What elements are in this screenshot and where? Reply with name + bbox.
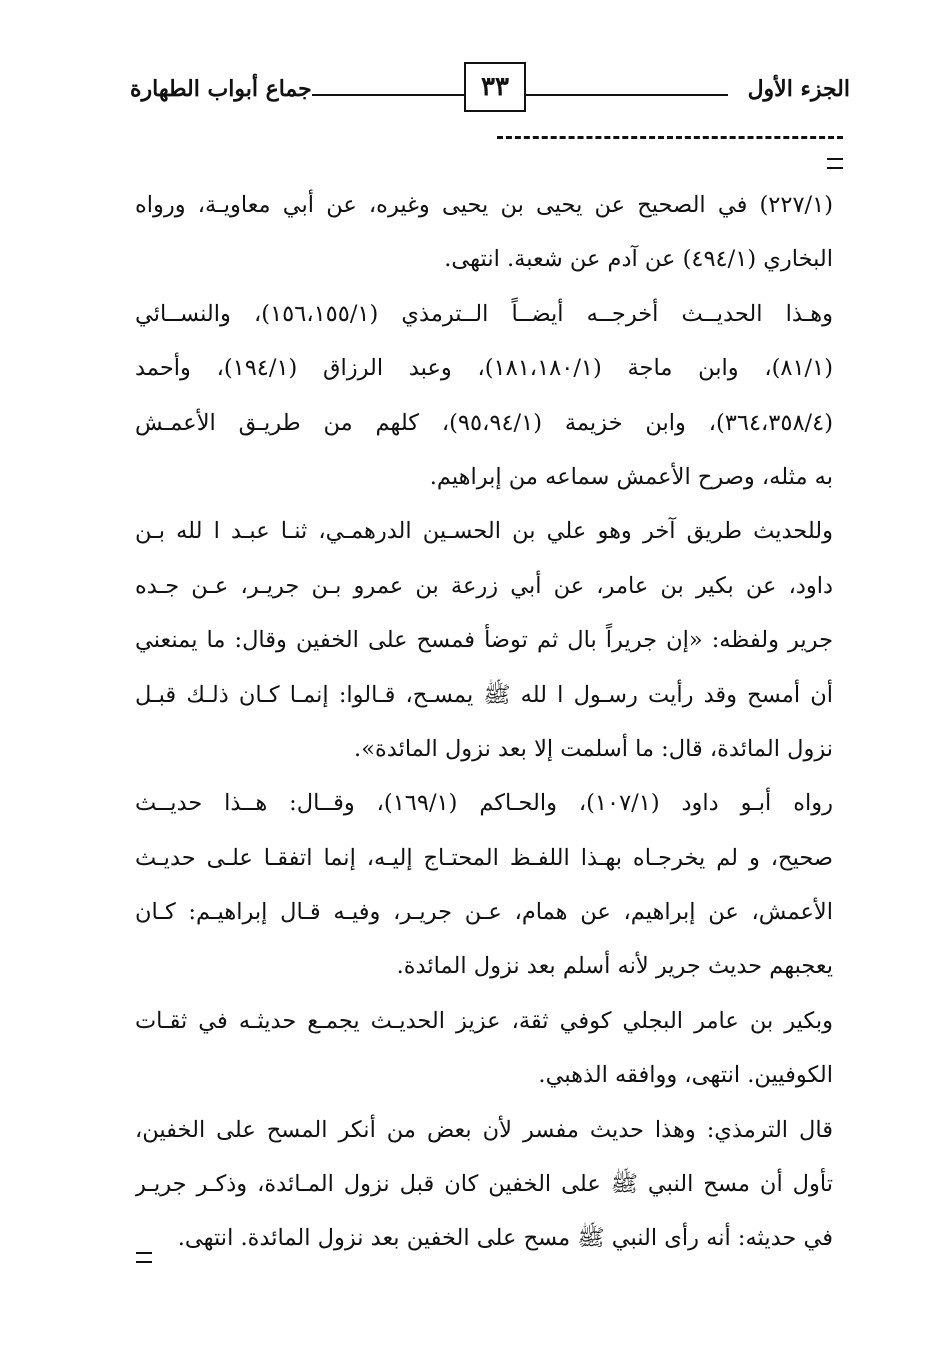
text-line: الأعمش، عن إبراهيم، عن همام، عـن جريـر، وفيـه قـال إبراهيـم: كـان (135, 899, 833, 926)
text-line: يعجبهم حديث جرير لأنه أسلم بعد نزول المائدة. (396, 953, 833, 980)
text-line: داود، عن بكير بن عامر، عن أبي زرعة بن عمرو بـن جريـر، عـن جـده (135, 572, 833, 599)
body-text (135, 178, 833, 1266)
text-line: تأول أن مسح النبي ﷺ على الخفين كان قبل نزول المـائدة، وذكـر جريـر (135, 1171, 833, 1198)
text-line: وهـذا الحديــث أخرجــه أيضــاً الــترمذي (١٥٦،١٥٥/١)، والنســائي (135, 300, 833, 327)
header-rule-right (526, 94, 728, 96)
text-line: (٢٢٧/١) في الصحيح عن يحيى بن يحيى وغيره، عن أبي معاويـة، ورواه (135, 192, 833, 218)
text-line: وللحديث طريق آخر وهو علي بن الحسـين الدرهمـي، ثنـا عبـد ا لله بـن (135, 518, 833, 545)
text-line: في حديثه: أنه رأى النبي ﷺ مسح على الخفين بعد نزول المائدة. انتهى. (177, 1225, 833, 1252)
text-line: (٨١/١)، وابن ماجة (١٨١،١٨٠/١)، وعبد الرزاق (١٩٤/١)، وأحمد (135, 355, 833, 382)
text-line: صحيح، و لم يخرجـاه بهـذا اللفـظ المحتـاج إليـه، إنما اتفقـا علـى حديـث (135, 844, 833, 871)
page-number-box (464, 62, 526, 112)
running-header (130, 62, 850, 122)
text-line: وبكير بن عامر البجلي كوفي ثقة، عزيز الحديـث يجمـع حديثـه في ثقـات (135, 1007, 833, 1034)
text-line: به مثله، وصرح الأعمش سماعه من إبراهيم. (429, 463, 833, 490)
continuation-mark-bottom (136, 1252, 152, 1263)
text-line: الكوفيين. انتهى، ووافقه الذهبي. (538, 1062, 833, 1089)
text-line: البخاري (٤٩٤/١) عن آدم عن شعبة. انتهى. (444, 246, 833, 273)
text-line: أن أمسح وقد رأيت رسـول ا لله ﷺ يمسـح، قـالوا: إنمـا كـان ذلـك قبـل (135, 681, 833, 708)
page-number: ٣٣ (481, 72, 509, 102)
chapter-title: جماع أبواب الطهارة (130, 76, 312, 102)
text-line: نزول المائدة، قال: ما أسلمت إلا بعد نزول المائدة». (354, 735, 833, 762)
text-line: جرير ولفظه: «إن جريراً بال ثم توضأ فمسح على الخفين وقال: ما يمنعني (135, 627, 833, 654)
text-line: رواه أبـو داود (١٠٧/١)، والحـاكم (١٦٩/١)، وقــال: هــذا حديــث (135, 790, 833, 817)
text-line: قال الترمذي: وهذا حديث مفسر لأن بعض من أنكر المسح على الخفين، (135, 1116, 833, 1143)
text-line: (٣٦٤،٣٥٨/٤)، وابن خزيمة (٩٥،٩٤/١)، كلهم من طريـق الأعمـش (135, 409, 833, 436)
dashed-separator (497, 136, 843, 139)
part-title: الجزء الأول (747, 76, 850, 102)
header-rule-left (312, 94, 464, 96)
continuation-mark-top (827, 158, 843, 169)
